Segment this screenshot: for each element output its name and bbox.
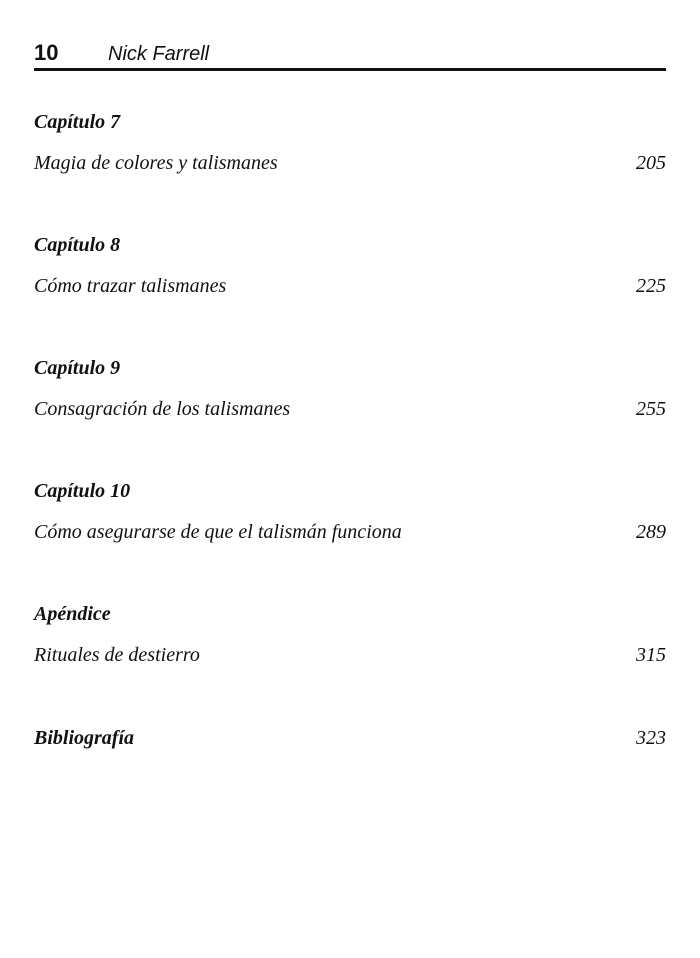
chapter-title: Magia de colores y talismanes xyxy=(34,152,278,174)
toc-row xyxy=(34,726,666,750)
bibliography-title: Bibliografía xyxy=(34,727,135,749)
chapter-heading: Capítulo 9 xyxy=(34,357,121,379)
chapter-heading: Capítulo 7 xyxy=(34,111,121,133)
chapter-title: Cómo asegurarse de que el talismán funciona xyxy=(34,521,402,543)
chapter-page-number: 205 xyxy=(636,152,666,174)
appendix-page-number: 315 xyxy=(636,644,666,666)
running-head-author: Nick Farrell xyxy=(108,43,210,65)
toc-row xyxy=(34,643,666,667)
bibliography-page-number: 323 xyxy=(636,727,666,749)
toc-row xyxy=(34,520,666,544)
chapter-heading: Capítulo 10 xyxy=(34,480,131,502)
toc-row xyxy=(34,274,666,298)
chapter-title: Cómo trazar talismanes xyxy=(34,275,227,297)
appendix-title: Rituales de destierro xyxy=(34,644,200,666)
chapter-heading: Capítulo 8 xyxy=(34,234,121,256)
toc-entry-chapter-10 xyxy=(34,479,666,544)
toc-row xyxy=(34,151,666,175)
toc-entry-appendix xyxy=(34,602,666,667)
appendix-heading: Apéndice xyxy=(34,603,111,625)
toc-entry-chapter-7 xyxy=(34,110,666,175)
toc-entry-chapter-9 xyxy=(34,356,666,421)
toc-row xyxy=(34,397,666,421)
page-number: 10 xyxy=(34,40,59,65)
page-header xyxy=(34,40,666,71)
chapter-page-number: 255 xyxy=(636,398,666,420)
toc-entry-chapter-8 xyxy=(34,233,666,298)
chapter-title: Consagración de los talismanes xyxy=(34,398,291,420)
chapter-page-number: 225 xyxy=(636,275,666,297)
chapter-page-number: 289 xyxy=(636,521,666,543)
toc-entry-bibliography xyxy=(34,726,666,750)
